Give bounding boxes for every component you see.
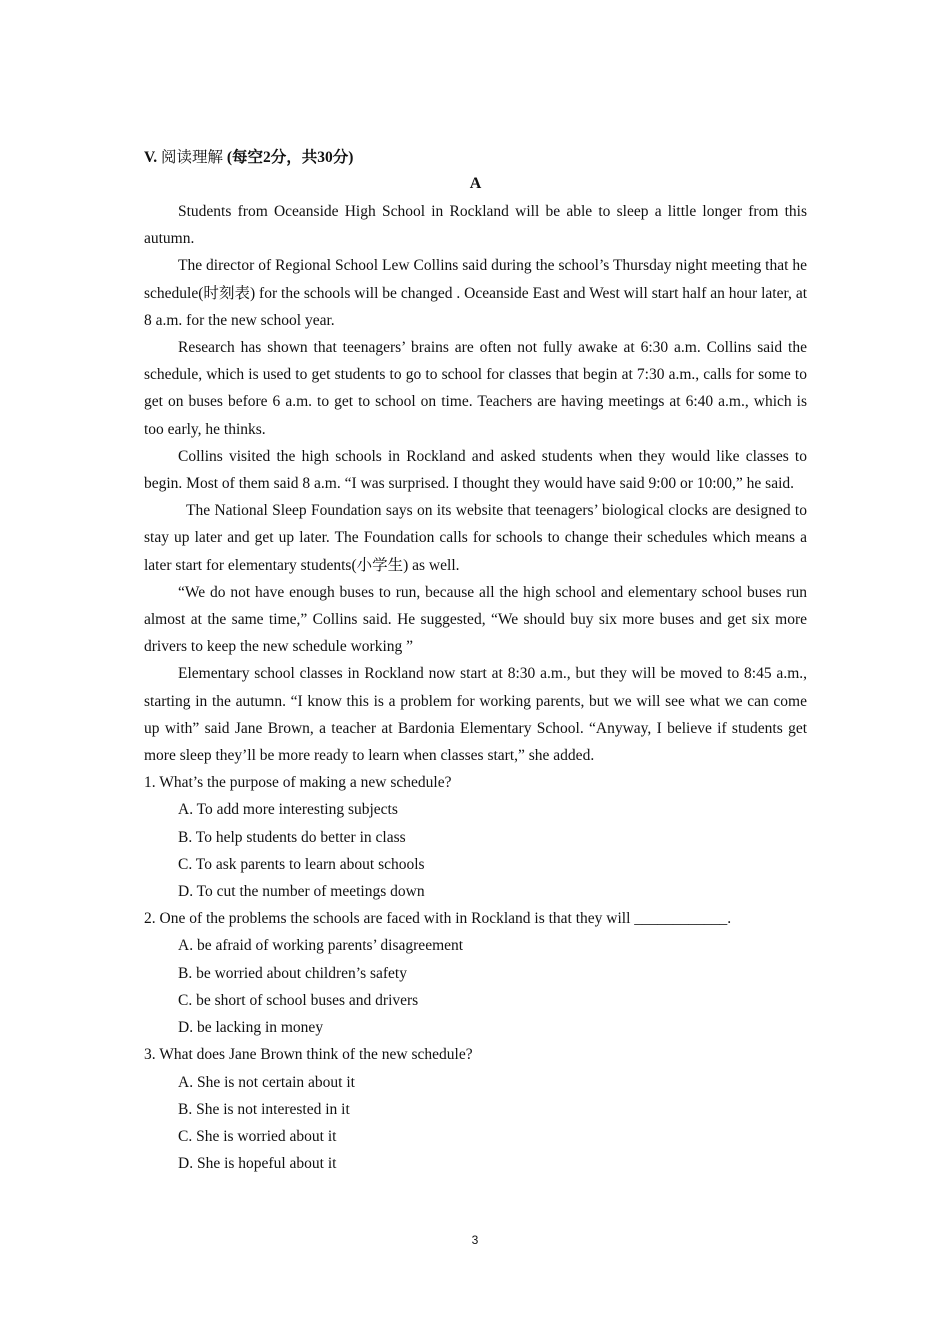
passage-label: A bbox=[469, 175, 482, 192]
passage-paragraph: Research has shown that teenagers’ brains are often not fully awake at 6:30 a.m. Collins said the schedule, which is used to get students to go to school for classes that begin at 7:30 a.m., calls for some to get on buses before 6 a.m. to get to school on time. Teachers are having meetings at 6:40 a.m., which is too early, he thinks. bbox=[144, 339, 807, 438]
answer-option: A. She is not certain about it bbox=[178, 1073, 355, 1091]
question-item bbox=[144, 1041, 807, 1177]
passage-paragraph: Collins visited the high schools in Rockland and asked students when they would like classes to begin. Most of them said 8 a.m. “I was surprised. I thought they would have said 9:00 or 10:00,” he said. bbox=[144, 447, 807, 493]
passage-paragraph: “We do not have enough buses to run, because all the high school and elementary school buses run almost at the same time,” Collins said. He suggested, “We should buy six more buses and get six more drivers to keep the new schedule working ” bbox=[144, 583, 807, 656]
question-stem: 3. What does Jane Brown think of the new schedule? bbox=[144, 1046, 473, 1064]
answer-option: C. She is worried about it bbox=[178, 1127, 337, 1145]
answer-option: D. She is hopeful about it bbox=[178, 1155, 337, 1173]
question-item bbox=[144, 905, 807, 1041]
passage-paragraph: The director of Regional School Lew Collins said during the school’s Thursday night meeting that he schedule(时刻表) for the schools will be changed . Oceanside East and West will start half an hour later, at 8 a.m. for the new school year. bbox=[144, 257, 807, 329]
page-number: 3 bbox=[471, 1233, 479, 1247]
section-number: V. bbox=[144, 149, 158, 166]
section-note-open: (每空 bbox=[226, 149, 264, 166]
section-heading bbox=[144, 146, 807, 170]
passage-paragraph: Students from Oceanside High School in Rockland will be able to sleep a little longer from this autumn. bbox=[144, 203, 807, 248]
answer-option: B. be worried about children’s safety bbox=[178, 964, 407, 982]
answer-option: C. To ask parents to learn about schools bbox=[178, 855, 425, 873]
answer-option: C. be short of school buses and drivers bbox=[178, 991, 419, 1009]
section-points-each: 2 bbox=[263, 149, 271, 166]
passage-paragraph: Elementary school classes in Rockland now start at 8:30 a.m., but they will be moved to 8:45 a.m., starting in the autumn. “I know this is a problem for working parents, but we will see what we can come up with” said Jane Brown, a teacher at Bardonia Elementary School. “Anyway, I believe if students get more sleep they’ll be more ready to learn when classes start,” she added. bbox=[144, 665, 807, 765]
passage-paragraph: The National Sleep Foundation says on its website that teenagers’ biological clocks are designed to stay up later and get up later. The Foundation calls for schools to change their schedules which means a later start for elementary students(小学生) as well. bbox=[144, 502, 807, 574]
section-points-total: 30 bbox=[317, 149, 333, 166]
question-stem: 1. What’s the purpose of making a new schedule? bbox=[144, 774, 452, 792]
section-title: 阅读理解 bbox=[160, 149, 223, 166]
answer-option: B. She is not interested in it bbox=[178, 1100, 350, 1118]
answer-option: D. To cut the number of meetings down bbox=[178, 883, 425, 901]
answer-option: A. To add more interesting subjects bbox=[178, 801, 398, 819]
answer-option: B. To help students do better in class bbox=[178, 828, 406, 846]
document-page bbox=[144, 146, 807, 1177]
question-list bbox=[144, 769, 807, 1177]
section-note-close: 分) bbox=[332, 149, 354, 166]
answer-option: A. be afraid of working parents’ disagreement bbox=[178, 937, 464, 955]
question-stem: 2. One of the problems the schools are faced with in Rockland is that they will ____________. bbox=[144, 910, 732, 928]
answer-option: D. be lacking in money bbox=[178, 1019, 324, 1037]
passage-body bbox=[144, 198, 807, 769]
question-item bbox=[144, 769, 807, 905]
section-note-mid: 分，共 bbox=[270, 149, 318, 166]
